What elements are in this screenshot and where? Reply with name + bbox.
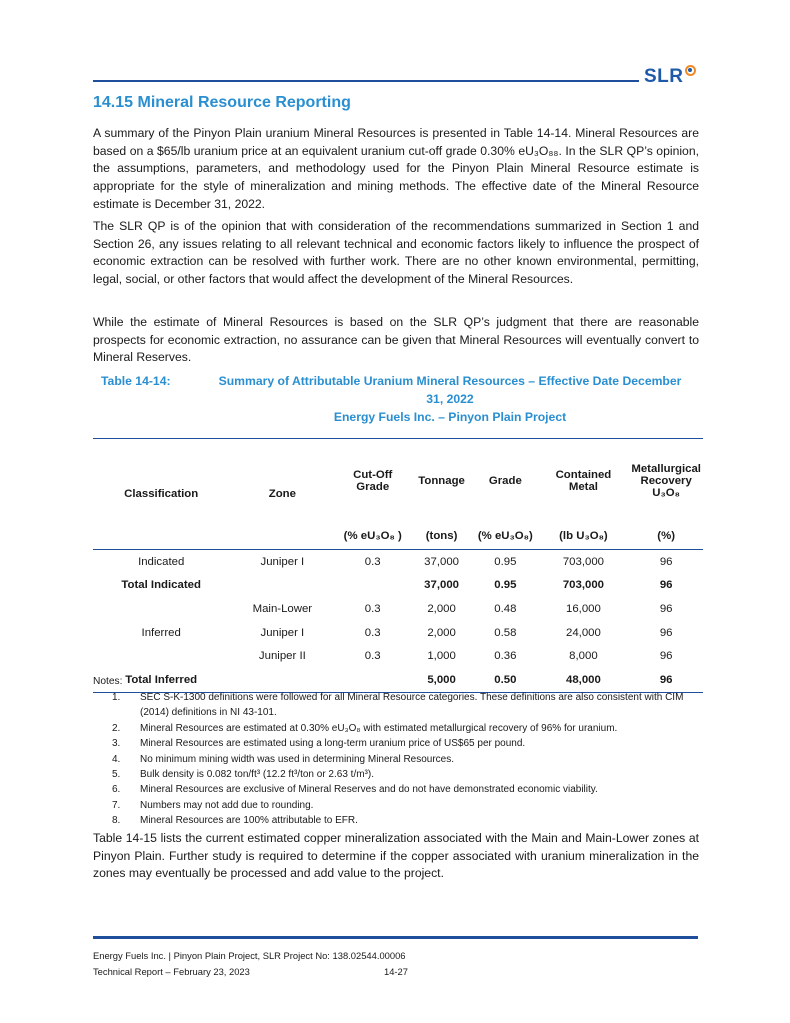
note-item [112,721,692,736]
table-label: Table 14-14: [101,374,171,388]
cell-grade: 0.95 [494,579,517,592]
col-header-cutoff: Cut-Off Grade [353,469,393,493]
note-text: Mineral Resources are 100% attributable to EFR. [140,815,358,827]
cell-zone: Juniper II [258,650,306,663]
cell-recovery: 96 [659,555,673,568]
note-number: 2. [112,722,121,734]
cell-recovery: 96 [659,673,673,686]
note-item [112,690,692,721]
cell-metal: 703,000 [562,579,605,592]
table-row [93,550,703,574]
unit-grade: (% eU₃O₈) [473,523,537,550]
note-text: No minimum mining width was used in determining Mineral Resources. [140,753,455,765]
footer-rule [93,936,698,939]
paragraph-3: While the estimate of Mineral Resources is based on the SLR QP’s judgment that there are reasonable prospects for economic extraction, no assurance can be given that Mineral Resources will eventually convert to Mineral Reserves. [93,315,699,365]
footer-project-line: Energy Fuels Inc. | Pinyon Plain Project, SLR Project No: 138.02544.00006 [93,950,406,961]
col-header-grade: Grade [488,475,522,487]
note-text: Numbers may not add due to rounding. [140,799,314,811]
note-item [112,798,692,813]
cell-recovery: 96 [659,602,673,615]
col-header-zone: Zone [268,488,296,500]
page-number: 14-27 [384,966,408,977]
col-header-classification: Classification [124,488,199,500]
note-text: Mineral Resources are estimated using a long-term uranium price of US$65 per pound. [140,738,526,750]
unit-metal: (lb U₃O₈) [538,523,630,550]
cell-cutoff: 0.3 [364,650,381,663]
table-row-total [93,574,703,598]
paragraph-1: A summary of the Pinyon Plain uranium Mineral Resources is presented in Table 14-14. Mineral Resources are based on a $65/lb uranium price at an equivalent uranium cut-off grade 0.30% eU₃O₈₈. In the SLR QP’s opinion, the assumptions, parameters, and methodology used for the Pinyon Plain Mineral Resource estimate is appropriate for the style of mineralization and mining methods. The effective date of the Mineral Resource estimate is December 31, 2022. [93,126,699,211]
cell-cutoff: 0.3 [364,602,381,615]
notes-heading: Notes: [93,676,123,687]
table-title-line-2: 31, 2022 [426,392,474,406]
cell-grade: 0.95 [494,555,517,568]
cell-grade: 0.48 [494,602,517,615]
cell-recovery: 96 [659,626,673,639]
note-item [112,782,692,797]
notes-list [112,690,692,829]
resource-table [93,438,703,693]
closing-paragraph: Table 14-15 lists the current estimated copper mineralization associated with the Main and Main-Lower zones at Pinyon Plain. Further study is required to determine if the copper associated with uranium mineralization in the zones may eventually be processed and add value to the project. [93,831,699,881]
unit-tonnage: (tons) [410,523,473,550]
note-item [112,813,692,828]
cell-zone [229,574,335,598]
note-text: SEC S-K-1300 definitions were followed for all Mineral Resource categories. These definitions are also consistent with CIM (2014) definitions in NI 43-101. [140,692,684,719]
cell-metal: 703,000 [562,555,605,568]
cell-tonnage: 1,000 [427,650,456,663]
cell-tonnage: 2,000 [427,602,456,615]
note-text: Mineral Resources are estimated at 0.30% eU₃O₈ with estimated metallurgical recovery of 96% for uranium. [140,722,618,734]
cell-cutoff [335,574,410,598]
cell-metal: 8,000 [569,650,598,663]
cell-classification: Indicated [138,555,185,568]
logo-text: SLR [644,66,684,87]
table-row-total [93,668,703,692]
note-number: 1. [112,692,121,703]
note-item [112,752,692,767]
section-title: 14.15 Mineral Resource Reporting [93,94,351,111]
slr-ring-icon [685,65,696,76]
cell-metal: 16,000 [566,602,601,615]
note-number: 3. [112,738,121,750]
cell-zone [229,668,335,692]
cell-zone: Juniper I [260,626,305,639]
table-title-line-3: Energy Fuels Inc. – Pinyon Plain Project [333,410,567,424]
cell-metal: 24,000 [566,626,601,639]
note-number: 6. [112,784,121,796]
unit-classification [93,523,229,550]
col-header-recovery: Metallurgical Recovery U₃O₈ [631,463,701,499]
cell-classification [93,644,229,668]
unit-zone [229,523,335,550]
cell-zone: Juniper I [260,555,305,568]
cell-classification: Total Inferred [125,673,198,686]
cell-tonnage: 37,000 [424,579,460,592]
cell-cutoff [335,668,410,692]
unit-recovery: (%) [629,523,703,550]
note-text: Bulk density is 0.082 ton/ft³ (12.2 ft³/ton or 2.63 t/m³). [140,769,374,781]
note-item [112,736,692,751]
cell-cutoff: 0.3 [364,626,381,639]
cell-grade: 0.58 [494,626,517,639]
table-title [205,372,695,426]
cell-classification: Total Indicated [121,579,201,592]
footer-report-line: Technical Report – February 23, 2023 [93,966,250,977]
col-header-metal: Contained Metal [555,469,612,493]
note-item [112,767,692,782]
table-row [93,644,703,668]
slr-logo [644,63,696,87]
note-number: 8. [112,815,121,827]
cell-grade: 0.36 [494,650,517,663]
table-row [93,621,703,645]
col-header-tonnage: Tonnage [418,475,465,487]
resource-table-wrap [93,438,703,693]
table-row [93,597,703,621]
table-title-line-1: Summary of Attributable Uranium Mineral Resources – Effective Date December [218,374,682,388]
cell-cutoff: 0.3 [364,555,381,568]
note-number: 5. [112,769,121,781]
cell-recovery: 96 [659,650,673,663]
cell-tonnage: 37,000 [424,555,460,568]
paragraph-2: The SLR QP is of the opinion that with consideration of the recommendations summarized in Section 1 and Section 26, any issues relating to all relevant technical and economic factors likely to influence the prospect of economic extraction can be resolved with further work. There are no other known environmental, permitting, legal, social, or other factors that would affect the development of the Mineral Resources. [93,219,699,287]
cell-zone: Main-Lower [252,602,313,615]
cell-metal: 48,000 [566,673,601,686]
cell-classification [93,597,229,621]
table-units-row [93,523,703,550]
note-number: 4. [112,753,121,765]
cell-tonnage: 5,000 [427,673,456,686]
cell-recovery: 96 [659,579,673,592]
note-number: 7. [112,799,121,811]
cell-classification: Inferred [141,626,181,639]
cell-grade: 0.50 [494,673,517,686]
header-rule [93,80,639,82]
cell-tonnage: 2,000 [427,626,456,639]
note-text: Mineral Resources are exclusive of Mineral Reserves and do not have demonstrated economic viability. [140,784,598,796]
table-header-row [93,439,703,524]
unit-cutoff: (% eU₃O₈ ) [335,523,410,550]
